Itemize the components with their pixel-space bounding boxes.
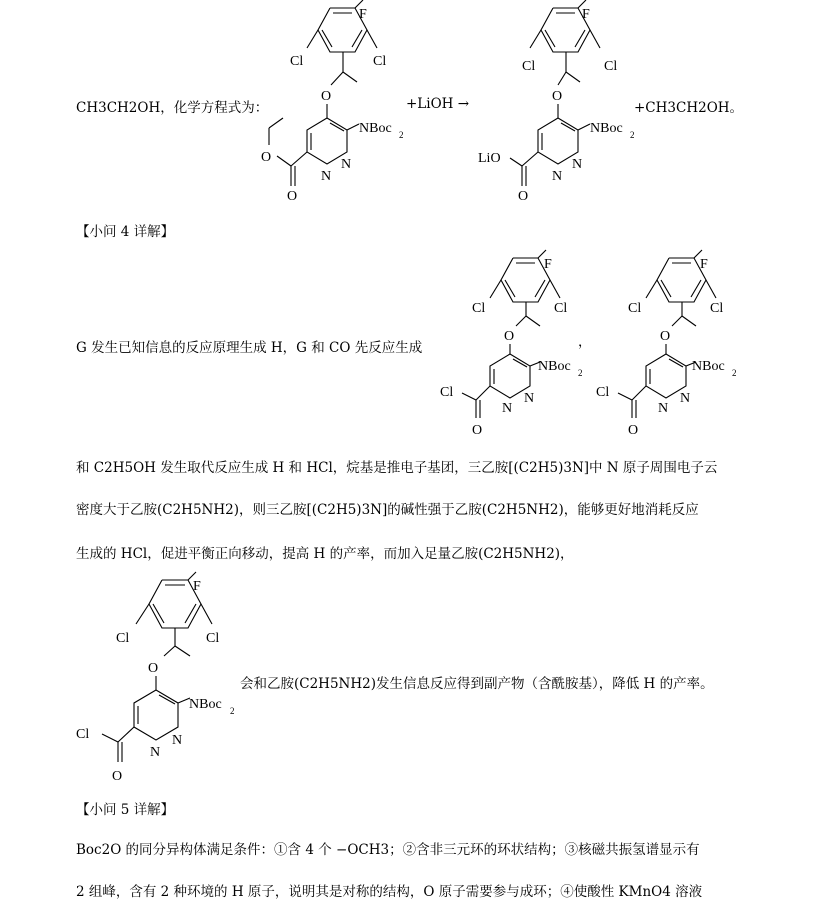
q5-text2: 2 组峰，含有 2 种环境的 H 原子，说明其是对称的结构，O 原子需要参与成环；④使酸性 KMnO4 溶液 [76,884,703,900]
subscript-2: 2 [630,130,635,140]
nitrogen-label: N [341,157,352,172]
chloro-label: Cl [116,631,130,646]
q4-text3: 密度大于乙胺(C2H5NH2)，则三乙胺[(C2H5)3N]的碱性强于乙胺(C2H5NH2)，能够更好地消耗反应 [76,502,699,518]
fluoro-label: F [582,7,590,22]
ether-oxygen-label: O [504,329,515,344]
nitrogen-label: N [524,391,535,406]
subscript-2: 2 [732,368,737,378]
ether-oxygen-label: O [321,89,332,104]
q5-heading: 【小问 5 详解】 [76,802,175,818]
chloro-label: Cl [373,54,387,69]
nitrogen-label: N [680,391,691,406]
ether-oxygen-label: O [660,329,671,344]
acyl-chloro-label: Cl [76,727,90,742]
acyl-chloro-label: Cl [440,385,454,400]
q4-text2: 和 C2H5OH 发生取代反应生成 H 和 HCl，烷基是推电子基团，三乙胺[(C2H5)3N]中 N 原子周围电子云 [76,460,718,476]
chloro-label: Cl [554,301,568,316]
chloro-label: Cl [604,59,618,74]
carbonyl-oxygen-label: O [472,423,483,438]
nitrogen-label: N [502,401,513,416]
lithium-oxy-label: LiO [478,151,501,166]
q4-text5: 会和乙胺(C2H5NH2)发生信息反应得到副产物（含酰胺基），降低 H 的产率。 [240,676,714,692]
carbonyl-oxygen-label: O [518,189,529,204]
fluoro-label: F [193,579,201,594]
nitrogen-label: N [552,169,563,184]
q4-text4: 生成的 HCl，促进平衡正向移动，提高 H 的产率，而加入足量乙胺(C2H5NH2)， [76,546,574,562]
subscript-2: 2 [578,368,583,378]
nitrogen-label: N [172,733,183,748]
nboc-label: NBoc [538,359,571,374]
nitrogen-label: N [150,745,161,760]
q4-text1: G 发生已知信息的反应原理生成 H，G 和 CO 先反应生成 [76,340,423,356]
carbonyl-oxygen-label: O [628,423,639,438]
ester-oxygen-label: O [261,150,272,165]
subscript-2: 2 [230,706,235,716]
carbonyl-oxygen-label: O [112,769,123,784]
chloro-label: Cl [628,301,642,316]
structure-lithium-salt [478,0,638,210]
nitrogen-label: N [572,157,583,172]
fluoro-label: F [544,257,552,272]
ether-oxygen-label: O [148,661,159,676]
q5-text1: Boc2O 的同分异构体满足条件：①含 4 个 −OCH3；②含非三元环的环状结构；③核磁共振氢谱显示有 [76,842,700,858]
structure-acyl-chloride-2 [594,250,754,440]
nboc-label: NBoc [189,697,222,712]
structure-acyl-chloride-3 [76,572,246,787]
nboc-label: NBoc [359,121,392,136]
q4-comma: ， [578,334,592,350]
chloro-label: Cl [290,54,304,69]
fluoro-label: F [700,257,708,272]
chloro-label: Cl [206,631,220,646]
ether-oxygen-label: O [552,89,563,104]
carbonyl-oxygen-label: O [287,189,298,204]
structure-ethyl-ester [255,0,415,210]
nitrogen-label: N [321,169,332,184]
nboc-label: NBoc [590,121,623,136]
acyl-chloro-label: Cl [596,385,610,400]
plus-ethanol: +CH3CH2OH。 [634,100,744,116]
chloro-label: Cl [710,301,724,316]
subscript-2: 2 [399,130,404,140]
chloro-label: Cl [472,301,486,316]
q4-heading: 【小问 4 详解】 [76,224,175,240]
nboc-label: NBoc [692,359,725,374]
chloro-label: Cl [522,59,536,74]
structure-acyl-chloride [438,250,598,440]
fluoro-label: F [359,7,367,22]
nitrogen-label: N [658,401,669,416]
line1-prefix: CH3CH2OH，化学方程式为： [76,100,269,116]
plus-lioh: +LiOH → [406,96,470,112]
